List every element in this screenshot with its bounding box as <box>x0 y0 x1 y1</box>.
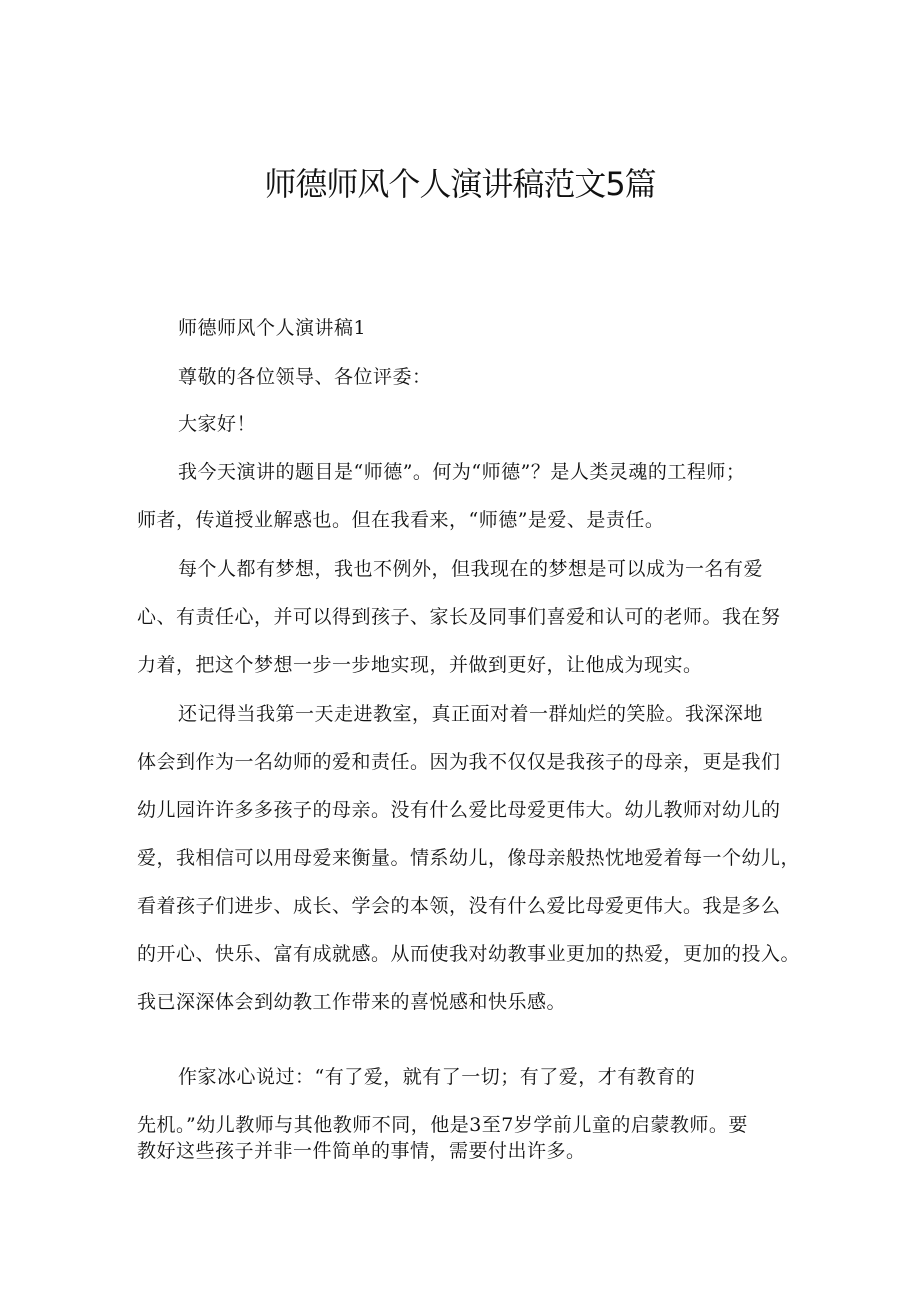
paragraph-line: 教好这些孩子并非一件简单的事情，需要付出许多。 <box>137 1140 586 1162</box>
paragraph-line: 还记得当我第一天走进教室，真正面对着一群灿烂的笑脸。我深深地 <box>178 703 764 725</box>
paragraph-line: 先机。”幼儿教师与其他教师不同，他是3至7岁学前儿童的启蒙教师。要 <box>137 1114 748 1136</box>
paragraph-line: 我今天演讲的题目是“师德”。何为“师德”？是人类灵魂的工程师； <box>178 461 746 483</box>
paragraph-line: 我已深深体会到幼教工作带来的喜悦感和快乐感。 <box>137 991 567 1013</box>
paragraph-line: 师者，传道授业解惑也。但在我看来，“师德”是爱、是责任。 <box>137 509 665 531</box>
greeting-line: 大家好！ <box>178 413 257 435</box>
paragraph-line: 每个人都有梦想，我也不例外，但我现在的梦想是可以成为一名有爱 <box>178 558 764 580</box>
paragraph-line: 体会到作为一名幼师的爱和责任。因为我不仅仅是我孩子的母亲，更是我们 <box>137 751 781 773</box>
salutation-line: 尊敬的各位领导、各位评委： <box>178 366 432 388</box>
paragraph-line: 看着孩子们进步、成长、学会的本领，没有什么爱比母爱更伟大。我是多么 <box>137 895 781 917</box>
document-title: 师德师风个人演讲稿范文5篇 <box>264 165 656 203</box>
paragraph-line: 的开心、快乐、富有成就感。从而使我对幼教事业更加的热爱，更加的投入。 <box>137 943 801 965</box>
paragraph-line: 作家冰心说过：“有了爱，就有了一切；有了爱，才有教育的 <box>178 1066 696 1088</box>
paragraph-line: 幼儿园许许多多孩子的母亲。没有什么爱比母爱更伟大。幼儿教师对幼儿的 <box>137 799 781 821</box>
paragraph-line: 心、有责任心，并可以得到孩子、家长及同事们喜爱和认可的老师。我在努 <box>137 606 781 628</box>
section-heading: 师德师风个人演讲稿1 <box>178 317 367 339</box>
paragraph-line: 力着，把这个梦想一步一步地实现，并做到更好，让他成为现实。 <box>137 654 703 676</box>
paragraph-line: 爱，我相信可以用母爱来衡量。情系幼儿，像母亲般热忱地爱着每一个幼儿， <box>137 847 801 869</box>
